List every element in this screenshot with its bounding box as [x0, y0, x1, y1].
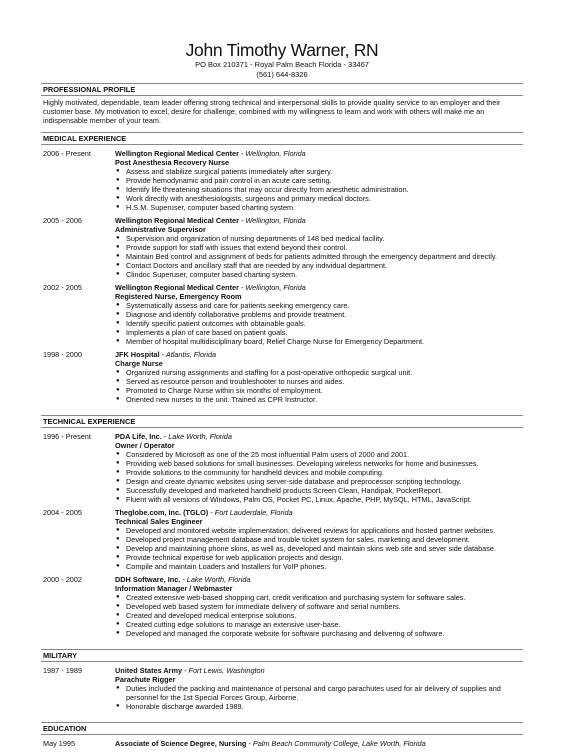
employer-line	[115, 149, 521, 158]
duty-item: ● Identify specific patient outcomes with obtainable goals.	[115, 319, 521, 328]
education-section	[41, 722, 523, 755]
entry-details	[115, 149, 521, 212]
section-heading-military: MILITARY	[41, 649, 523, 662]
section-body	[41, 662, 523, 718]
duty-item: ● Assess and stabilize surgical patients immediately after surgery.	[115, 167, 521, 176]
duty-item: ● Provide hemodynamic and pain control in an acute care setting.	[115, 176, 521, 185]
duty-item: ● Provide solutions to the community for handheld devices and mobile computing.	[115, 468, 521, 477]
experience-entry	[43, 350, 521, 404]
profile-text: Highly motivated, dependable, team leader offering strong technical and interpersonal skills to provide quality service to an employer and their customer base. My motivation to excel, desire for challenge, combined with my willingness to learn and work with others will make me an indispensable member of your team.	[43, 98, 501, 125]
section-body	[41, 145, 523, 411]
phone-line: (561) 644-8326	[256, 69, 308, 79]
duty-item: ● H.S.M. Superuser, computer based charting system.	[115, 203, 521, 212]
duty-list	[115, 450, 521, 504]
job-title: Post Anesthesia Recovery Nurse	[115, 158, 230, 167]
employer-location: - Wellington, Florida	[238, 283, 306, 292]
employer-name: Wellington Regional Medical Center	[115, 283, 239, 292]
duty-item: ● Design and create dynamic websites using server-side database and preprocessor scripting technology.	[115, 477, 521, 486]
employer-location: - Lake Worth, Florida	[180, 575, 251, 584]
duty-item: ● Honorable discharge awarded 1989.	[115, 702, 521, 711]
duty-item: ● Work directly with anesthesiologists, surgeons and primary medical doctors.	[115, 194, 521, 203]
medical-section	[41, 132, 523, 411]
entry-date: 1996 - Present	[43, 432, 91, 441]
duty-item: ● Diagnose and identify collaborative problems and provide treatment.	[115, 310, 521, 319]
entry-date: 2005 - 2006	[43, 216, 82, 225]
employer-line	[115, 216, 521, 225]
entry-date: 2004 - 2005	[43, 508, 82, 517]
job-title: Charge Nurse	[115, 359, 163, 368]
military-section	[41, 649, 523, 718]
duty-item: ● Created and developed medical enterprise solutions.	[115, 611, 521, 620]
experience-entry	[43, 575, 521, 638]
duty-item: ● Organized nursing assignments and staffing for a post-operative orthopedic surgical unit.	[115, 368, 521, 377]
job-title: Owner / Operator	[115, 441, 175, 450]
employer-location: - Fort Lewis, Washington	[182, 666, 265, 675]
address-line: PO Box 210371 - Royal Palm Beach Florida - 33467	[195, 60, 369, 69]
duty-item: ● Identify life threatening situations that may occur directly from anesthetic administration.	[115, 185, 521, 194]
duty-item: ● Developed and managed the corporate website for software purchasing and delivering of software.	[115, 629, 521, 638]
section-heading-education: EDUCATION	[41, 722, 523, 735]
entry-details	[115, 508, 521, 571]
duty-item: ● Develop and maintaining phone skins, as well as, developed and maintain skins web site and sever side database.	[115, 544, 521, 553]
experience-entry	[43, 508, 521, 571]
education-details	[115, 739, 521, 748]
duty-item: ● Fluent with all versions of Windows, Palm OS, Pocket PC, Linux, Apache, PHP, MySQL, HTML, JavaScript.	[115, 495, 521, 504]
experience-entry	[43, 149, 521, 212]
experience-entry	[43, 666, 521, 711]
employer-location: - Wellington, Florida	[238, 149, 306, 158]
employer-name: PDA Life, Inc.	[115, 432, 162, 441]
employer-line	[115, 666, 521, 675]
duty-item: ● Developed web based system for immediate delivery of software and serial numbers.	[115, 602, 521, 611]
duty-item: ● Clindoc Superuser, computer based charting system.	[115, 270, 521, 279]
employer-location: - Fort Lauderdale, Florida	[208, 508, 293, 517]
duty-item: ● Provide technical expertise for web application projects and design.	[115, 553, 521, 562]
job-title: Parachute Rigger	[115, 675, 176, 684]
section-heading-profile: PROFESSIONAL PROFILE	[41, 83, 523, 96]
employer-line	[115, 508, 521, 517]
section-heading-medical: MEDICAL EXPERIENCE	[41, 132, 523, 145]
duty-item: ● Served as resource person and troubleshooter to nurses and aides.	[115, 377, 521, 386]
job-title: Registered Nurse, Emergency Room	[115, 292, 242, 301]
experience-entry	[43, 283, 521, 346]
entry-details	[115, 350, 521, 404]
entry-details	[115, 666, 521, 711]
entry-date: 1998 - 2000	[43, 350, 82, 359]
duty-list	[115, 301, 521, 346]
section-heading-technical: TECHNICAL EXPERIENCE	[41, 415, 523, 428]
education-degree: Associate of Science Degree, Nursing	[115, 739, 247, 748]
duty-item: ● Supervision and organization of nursing departments of 148 bed medical facility.	[115, 234, 521, 243]
duty-item: ● Developed project management database and trouble ticket system for sales, marketing and development.	[115, 535, 521, 544]
job-title: Technical Sales Engineer	[115, 517, 203, 526]
employer-line	[115, 350, 521, 359]
employer-name: DDH Software, Inc.	[115, 575, 181, 584]
duty-item: ● Implements a plan of care based on patient goals.	[115, 328, 521, 337]
resume-header	[41, 40, 523, 79]
employer-name: JFK Hospital	[115, 350, 160, 359]
employer-location: - Atlantis, Florida	[159, 350, 217, 359]
profile-section	[41, 83, 523, 128]
job-title: Information Manager / Webmaster	[115, 584, 233, 593]
employer-line	[115, 283, 521, 292]
entry-date: 2002 - 2005	[43, 283, 82, 292]
duty-list	[115, 167, 521, 212]
technical-section	[41, 415, 523, 645]
candidate-name: John Timothy Warner, RN	[185, 40, 379, 60]
entry-date: 1987 - 1989	[43, 666, 82, 675]
duty-list	[115, 526, 521, 571]
duty-item: ● Oriented new nurses to the unit. Trained as CPR Instructor.	[115, 395, 521, 404]
experience-entry	[43, 432, 521, 504]
duty-item: ● Systematically assess and care for patients seeking emergency care.	[115, 301, 521, 310]
duty-list	[115, 593, 521, 638]
duty-item: ● Member of hospital multidisciplinary board, Relief Charge Nurse for Emergency Department.	[115, 337, 521, 346]
employer-name: Theglobe.com, Inc. (TGLO)	[115, 508, 209, 517]
duty-item: ● Created cutting edge solutions to manage an extensive user-base.	[115, 620, 521, 629]
section-body	[41, 735, 523, 755]
entry-date: 2006 - Present	[43, 149, 91, 158]
entry-details	[115, 575, 521, 638]
duty-list	[115, 368, 521, 404]
employer-line	[115, 575, 521, 584]
duty-item: ● Maintain Bed control and assignment of beds for patients admitted through the emergency department and directly.	[115, 252, 521, 261]
experience-entry	[43, 216, 521, 279]
entry-details	[115, 283, 521, 346]
duty-item: ● Contact Doctors and ancillary staff that are needed by any individual department.	[115, 261, 521, 270]
job-title: Administrative Supervisor	[115, 225, 206, 234]
duty-item: ● Duties included the packing and maintenance of personal and cargo parachutes used for air delivery of supplies and personnel for the 1st Special Forces Group, Airborne.	[115, 684, 521, 702]
duty-item: ● Developed and monitored website implementation, delivered reviews for applications and hosted partner websites.	[115, 526, 521, 535]
duty-item: ● Considered by Microsoft as one of the 25 most influential Palm users of 2000 and 2001.	[115, 450, 521, 459]
employer-location: - Wellington, Florida	[238, 216, 306, 225]
entry-details	[115, 432, 521, 504]
employer-line	[115, 432, 521, 441]
duty-item: ● Created extensive web-based shopping cart, credit verification and purchasing system for software sales.	[115, 593, 521, 602]
education-entry	[43, 739, 521, 748]
duty-list	[115, 684, 521, 711]
duty-list	[115, 234, 521, 279]
employer-location: - Lake Worth, Florida	[161, 432, 232, 441]
entry-details	[115, 216, 521, 279]
education-date: May 1995	[43, 739, 76, 748]
section-body	[41, 428, 523, 645]
education-school: - Palm Beach Community College, Lake Worth, Florida	[246, 739, 426, 748]
employer-name: Wellington Regional Medical Center	[115, 216, 239, 225]
entry-date: 2000 - 2002	[43, 575, 82, 584]
employer-name: United States Army	[115, 666, 183, 675]
employer-name: Wellington Regional Medical Center	[115, 149, 239, 158]
duty-item: ● Provide support for staff with issues that extend beyond their control.	[115, 243, 521, 252]
duty-item: ● Promoted to Charge Nurse within six months of employment.	[115, 386, 521, 395]
duty-item: ● Compile and maintain Loaders and Installers for VoIP phones.	[115, 562, 521, 571]
duty-item: ● Successfully developed and marketed handheld products Screen Clean, Handipak, PocketReport.	[115, 486, 521, 495]
duty-item: ● Providing web based solutions for small businesses. Developing wireless networks for home and businesses.	[115, 459, 521, 468]
